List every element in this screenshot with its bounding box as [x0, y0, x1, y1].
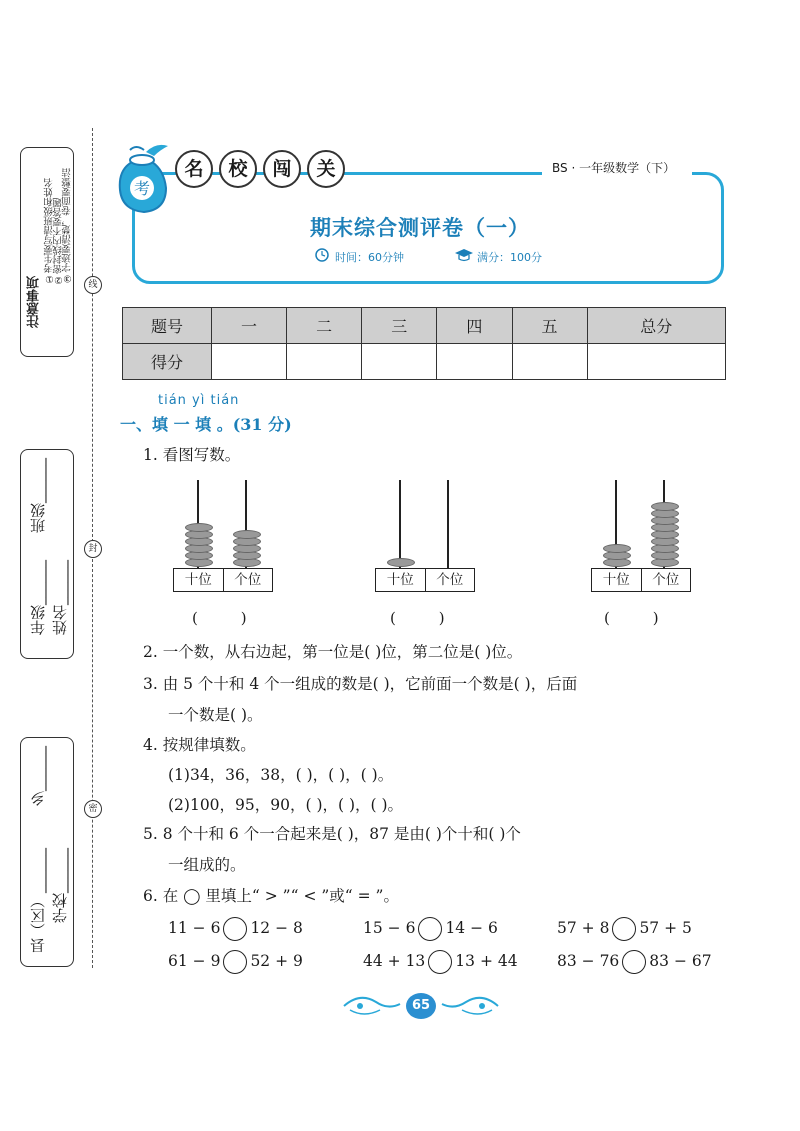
place-tens-label: 十位 — [386, 572, 414, 588]
place-ones-label: 个位 — [223, 569, 273, 591]
compare-circle-6[interactable] — [622, 950, 646, 974]
name-field: 姓名______ — [51, 560, 69, 635]
full-score: 满分：100分 — [477, 251, 542, 264]
question-4-part-2: (2)100，95，90，( )，( )，( )。 — [168, 796, 404, 814]
comparison-5-right: 13 + 44 — [455, 952, 518, 970]
abacus-bead — [185, 523, 213, 532]
grade-field: 年级______ — [29, 560, 47, 635]
school-field: 学校______ — [51, 848, 69, 923]
svg-text:考: 考 — [133, 179, 151, 198]
class-field: 班级______ — [29, 458, 47, 533]
place-ones-label: 个位 — [425, 569, 475, 591]
comparison-2 — [363, 917, 498, 941]
score-cell-4[interactable] — [437, 344, 512, 380]
township-field: 乡______ — [29, 746, 47, 806]
note-1: ①考生要写清班级和姓名 — [44, 178, 55, 284]
question-6: 6. 在 ◯ 里填上“ > ”“ < ”或“ = ”。 — [143, 887, 399, 905]
score-table-header — [123, 308, 726, 344]
score-table — [122, 307, 726, 380]
note-2: ②密封线内不要答题 — [53, 198, 64, 285]
page-number: 65 — [406, 993, 436, 1019]
score-cell-3[interactable] — [362, 344, 437, 380]
comparison-1-left: 11 − 6 — [168, 919, 221, 937]
comparison-3-right: 57 + 5 — [639, 919, 692, 937]
county-field: 县（区）______ — [29, 848, 47, 953]
series-tile-1: 名 — [175, 150, 213, 188]
place-tens-label: 十位 — [184, 572, 212, 588]
question-4: 4. 按规律填数。 — [143, 736, 256, 754]
question-5-line-2: 一组成的。 — [168, 856, 246, 874]
abacus-2-place-box — [375, 568, 475, 592]
school-info-box — [20, 737, 74, 967]
logo-vase-icon — [112, 140, 176, 216]
series-tile-4: 关 — [307, 150, 345, 188]
header-part-3: 三 — [362, 308, 437, 344]
comparison-3-left: 57 + 8 — [557, 919, 610, 937]
question-1: 1. 看图写数。 — [143, 446, 241, 464]
answer-blank-1[interactable]: ( ) — [192, 609, 247, 627]
comparison-5-left: 44 + 13 — [363, 952, 426, 970]
comparison-2-right: 14 − 6 — [445, 919, 498, 937]
header-part-2: 二 — [287, 308, 362, 344]
header-part-5: 五 — [512, 308, 587, 344]
abacus-2-rod-ones — [447, 480, 449, 570]
abacus-bead — [387, 558, 415, 567]
abacus-bead — [233, 530, 261, 539]
seal-label-line: 线 — [84, 276, 102, 294]
abacus-2-rod-tens — [399, 480, 401, 570]
compare-circle-2[interactable] — [418, 917, 442, 941]
exam-title: 期末综合测评卷（一） — [310, 215, 530, 240]
header-question-no: 题号 — [123, 308, 212, 344]
abacus-3-place-box — [591, 568, 691, 592]
series-tile-3: 闯 — [263, 150, 301, 188]
comparison-1-right: 12 − 8 — [250, 919, 303, 937]
score-cell-5[interactable] — [512, 344, 587, 380]
comparison-6 — [557, 950, 712, 974]
edition-label: BS · 一年级数学（下） — [552, 161, 676, 175]
score-row-label: 得分 — [123, 344, 212, 380]
notes-heading: 注意事项 — [27, 276, 42, 328]
series-tile-2: 校 — [219, 150, 257, 188]
comparison-6-right: 83 − 67 — [649, 952, 712, 970]
comparison-2-left: 15 − 6 — [363, 919, 416, 937]
question-3-line-1: 3. 由 5 个十和 4 个一组成的数是( )，它前面一个数是( )，后面 — [143, 675, 578, 693]
seal-label-seal: 封 — [84, 540, 102, 558]
abacus-bead — [603, 544, 631, 553]
comparison-5 — [363, 950, 518, 974]
comparison-1 — [168, 917, 303, 941]
score-cell-1[interactable] — [212, 344, 287, 380]
abacus-1-place-box — [173, 568, 273, 592]
score-cell-total[interactable] — [587, 344, 725, 380]
section-title: 一、填 一 填 。(31 分) — [120, 415, 292, 434]
place-ones-label: 个位 — [641, 569, 691, 591]
comparison-4 — [168, 950, 303, 974]
compare-circle-3[interactable] — [612, 917, 636, 941]
question-3-line-2: 一个数是( )。 — [168, 706, 263, 724]
compare-circle-4[interactable] — [223, 950, 247, 974]
score-row — [123, 344, 726, 380]
abacus-bead — [651, 502, 679, 511]
notes-box — [20, 147, 74, 357]
header-part-4: 四 — [437, 308, 512, 344]
comparison-4-right: 52 + 9 — [250, 952, 303, 970]
comparison-3 — [557, 917, 692, 941]
compare-circle-5[interactable] — [428, 950, 452, 974]
grad-cap-icon — [453, 248, 475, 262]
question-2: 2. 一个数，从右边起，第一位是( )位，第二位是( )位。 — [143, 643, 523, 661]
comparison-4-left: 61 − 9 — [168, 952, 221, 970]
answer-blank-2[interactable]: ( ) — [390, 609, 445, 627]
score-cell-2[interactable] — [287, 344, 362, 380]
question-5-line-1: 5. 8 个十和 6 个一合起来是( )，87 是由( )个十和( )个 — [143, 825, 521, 843]
question-4-part-1: (1)34，36，38，( )，( )，( )。 — [168, 766, 394, 784]
time-limit: 时间：60分钟 — [335, 251, 404, 264]
compare-circle-1[interactable] — [223, 917, 247, 941]
header-part-1: 一 — [212, 308, 287, 344]
note-3: ③字迹要清楚，卷面要整洁 — [62, 168, 73, 284]
class-info-box — [20, 449, 74, 659]
answer-blank-3[interactable]: ( ) — [604, 609, 659, 627]
comparison-6-left: 83 − 76 — [557, 952, 620, 970]
place-tens-label: 十位 — [602, 572, 630, 588]
clock-icon — [313, 248, 333, 262]
section-pinyin: tián yì tián — [158, 393, 240, 408]
header-total: 总分 — [587, 308, 725, 344]
seal-label-secret: 密 — [84, 800, 102, 818]
